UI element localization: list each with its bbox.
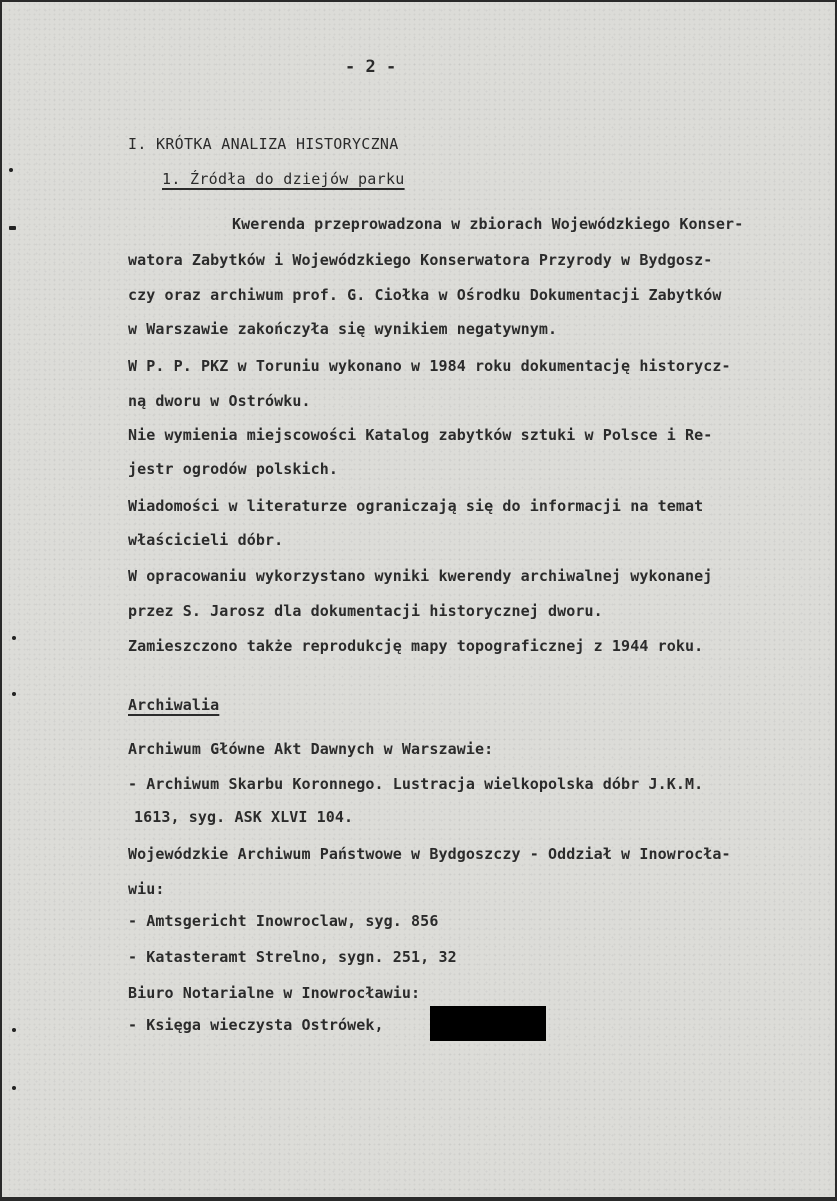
- paragraph-line: W P. P. PKZ w Toruniu wykonano w 1984 roku dokumentację historycz-: [128, 357, 731, 375]
- paragraph-line: w Warszawie zakończyła się wynikiem negatywnym.: [128, 320, 558, 338]
- paragraph-line: Wiadomości w literaturze ograniczają się do informacji na temat: [128, 497, 704, 515]
- paragraph-line: Nie wymienia miejscowości Katalog zabytków sztuki w Polsce i Re-: [128, 426, 713, 444]
- archive-entry: Archiwum Główne Akt Dawnych w Warszawie:: [128, 740, 494, 758]
- paragraph-line: jestr ogrodów polskich.: [128, 460, 339, 478]
- margin-mark: [12, 692, 16, 696]
- paragraph-line: ną dworu w Ostrówku.: [128, 392, 311, 410]
- archive-entry: - Księga wieczysta Ostrówek,: [128, 1016, 384, 1034]
- paragraph-line: W opracowaniu wykorzystano wyniki kwerendy archiwalnej wykonanej: [128, 567, 713, 585]
- archive-entry: - Katasteramt Strelno, sygn. 251, 32: [128, 948, 457, 966]
- paragraph-line: Zamieszczono także reprodukcję mapy topograficznej z 1944 roku.: [128, 637, 704, 655]
- margin-mark: [12, 1086, 16, 1090]
- archive-entry: wiu:: [128, 880, 165, 898]
- archive-entry: - Archiwum Skarbu Koronnego. Lustracja wielkopolska dóbr J.K.M.: [128, 775, 704, 793]
- archive-entry: Biuro Notarialne w Inowrocławiu:: [128, 984, 421, 1002]
- archive-entry: Wojewódzkie Archiwum Państwowe w Bydgoszczy - Oddział w Inowrocła-: [128, 845, 731, 863]
- paragraph-line: Kwerenda przeprowadzona w zbiorach Wojewódzkiego Konser-: [232, 215, 744, 233]
- margin-mark: [9, 168, 13, 172]
- section-heading: I. KRÓTKA ANALIZA HISTORYCZNA: [128, 135, 399, 153]
- paragraph-line: właścicieli dóbr.: [128, 531, 284, 549]
- paragraph-line: czy oraz archiwum prof. G. Ciołka w Ośrodku Dokumentacji Zabytków: [128, 286, 722, 304]
- document-page: [2, 2, 835, 1197]
- margin-mark: [12, 636, 16, 640]
- archiwalia-heading: Archiwalia: [128, 696, 220, 714]
- redaction-block: [430, 1006, 546, 1041]
- margin-mark: [12, 1028, 16, 1032]
- page-number: - 2 -: [345, 57, 397, 77]
- paragraph-line: watora Zabytków i Wojewódzkiego Konserwatora Przyrody w Bydgosz-: [128, 251, 713, 269]
- archive-entry: - Amtsgericht Inowroclaw, syg. 856: [128, 912, 439, 930]
- margin-mark: [9, 226, 16, 230]
- paragraph-line: przez S. Jarosz dla dokumentacji historycznej dworu.: [128, 602, 603, 620]
- archive-entry: 1613, syg. ASK XLVI 104.: [134, 808, 354, 826]
- subsection-heading: 1. Źródła do dziejów parku: [162, 170, 405, 188]
